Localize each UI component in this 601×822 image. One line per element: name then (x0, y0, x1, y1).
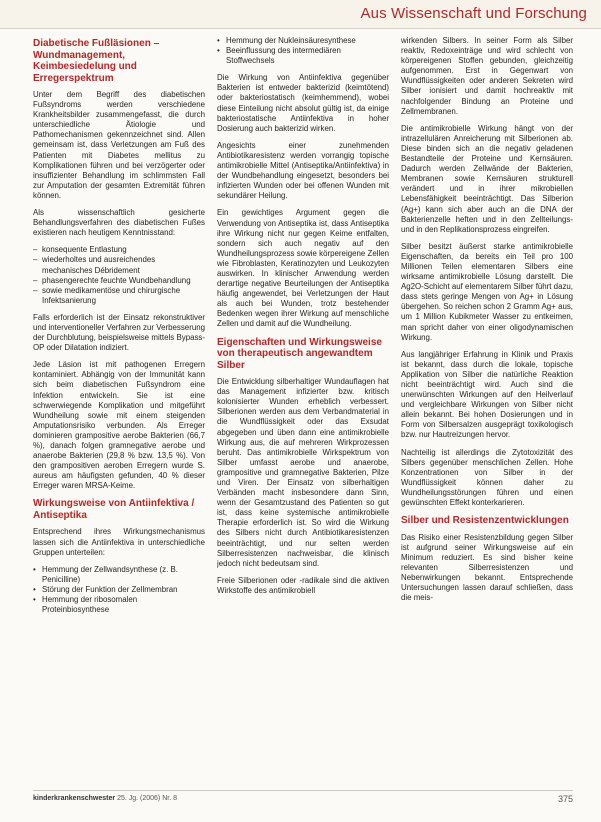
paragraph: Freie Silberionen oder -radikale sind die aktiven Wirkstoffe des antimikrobiell (217, 575, 389, 595)
treatment-list (33, 245, 205, 306)
list-item: • Hemmung der Zellwandsynthese (z. B. Penicilline) (33, 565, 205, 585)
paragraph: Als wissenschaftlich gesicherte Behandlungsverfahren des diabetischen Fußes existieren nach heutigem Kenntnisstand: (33, 208, 205, 238)
paragraph: Unter dem Begriff des diabetischen Fußsyndroms werden verschiedene Krankheitsbilder zusammengefasst, die durch unterschiedliche Ätiologie und Pathomechanismen gekennzeichnet sind. Allen gemeinsam ist, dass Verletzungen am Fuß des Patienten mit Diabetes mellitus zu Komplikationen führen und bei verzögerter oder insuffizienter Behandlung im schlimmsten Fall zur Amputation der gesamten Extremität führen können. (33, 90, 205, 200)
mechanism-list-continued (217, 36, 389, 66)
paragraph: Aus langjähriger Erfahrung in Klinik und Praxis ist bekannt, dass durch die lokale, topische Applikation von Silber die natürliche Reaktion nicht beeinträchtigt wird. Auch sind die unerwünschten Wirkungen auf den Heilverlauf und vergleichbare Wirkungen von Silber nicht allein bekannt. Bei hohen Dosierungen und in Form von Silbersalzen ausgeprägt toxikologisch bzw. nur Hautreizungen hervor. (401, 349, 573, 440)
heading-antiinfectives: Wirkungsweise von Antiinfektiva / Antiseptika (33, 498, 195, 521)
paragraph: wirkenden Silbers. In seiner Form als Silber reaktiv, Redoxeinträge und wird schlecht von körpereigenen Stoffen gebunden, gleichzeitig aufgenommen. Erst in Gegenwart von Wundflüssigkeiten oder anderen Sekreten wird Silber ionisiert und damit hochreaktiv mit nachfolgender Bindung an Proteine und Zellmembranen. (401, 36, 573, 116)
column-3 (401, 36, 573, 782)
journal-name: kinderkrankenschwester (33, 795, 116, 802)
mechanism-list (33, 565, 205, 615)
list-item: • Störung der Funktion der Zellmembran (33, 585, 205, 595)
paragraph: Die Entwicklung silberhaltiger Wundauflagen hat das Management infizierter bzw. kritisch kolonisierter Wunden erheblich verbessert. Silberionen werden aus dem Verbandmaterial in die Wundflüssigkeit oder das Exsudat abgegeben und üben dann eine antimikrobielle Wirkung aus, die auf mehreren Wirkprozessen beruht. Das antimikrobielle Wirkspektrum von Silber umfasst aerobe und anaerobe, grampositive und gramnegative Bakterien, Pilze und Viren. Der Einsatz von silberhaltigen Verbänden macht insbesondere dann Sinn, wenn der Gesamtzustand des Patienten so gut ist, dass keine systemische antimikrobielle Therapie erforderlich ist. So wird die Wirkung des Silbers nicht durch Antibiotikaresistenzen beeinträchtigt, und nur selten werden Silberresistenzen nachweisbar, die klinisch jedoch nicht bedeutsam sind. (217, 377, 389, 568)
page-number: 375 (557, 794, 573, 804)
paragraph: Entsprechend ihres Wirkungsmechanismus lassen sich die Antiinfektiva in unterschiedliche Gruppen unterteilen: (33, 527, 205, 557)
list-item: • Hemmung der Nukleinsäuresynthese (217, 36, 389, 46)
journal-issue: 25. Jg. (2006) Nr. 8 (117, 795, 177, 802)
header-band (0, 0, 601, 29)
column-2 (217, 36, 389, 782)
paragraph: Ein gewichtiges Argument gegen die Verwendung von Antiseptika ist, dass Antiseptika ihre Wirkung nicht nur gegen Keime entfalten, sondern sich auch negativ auf den Wundheilungsprozess sowie körpereigene Zellen wie Fibroblasten, Keratinozyten und Leukozyten auswirken. In klinischer Anwendung werden derartige negative Beurteilungen der Antiseptika häufig angewendet, bei Verletzungen der Haut als auch bei Wunden, trotz bestehender Bedenken wegen ihrer Wirkung auf menschliche Zellen und damit auf die Wundheilung. (217, 208, 389, 329)
paragraph: Die antimikrobielle Wirkung hängt von der intrazellulären Anreicherung mit Silberionen ab. Diese binden sich an die negativ geladenen Bestandteile der Proteine und Kernsäuren. Dadurch werden Zellwände der Bakterien, Membranen sowie Kernsäuren strukturell verändert und in ihrer mikrobiellen Lebensfähigkeit beeinträchtigt. Das Silberion (Ag+) kann sich aber auch an die DNA der Bakterienzelle heften und in den Zellteilungs- und in den Replikationsprozess eingreifen. (401, 123, 573, 234)
list-item: – wiederholtes und ausreichendes mechanisches Débridement (33, 255, 205, 275)
paragraph: Nachteilig ist allerdings die Zytotoxizität des Silbers gegenüber menschlichen Zellen. Hohe Konzentrationen von Silber in der Wundflüssigkeit können daher zu Wundheilungsstörungen führen und einen gewünschten Effekt konterkarieren. (401, 447, 573, 508)
paragraph: Falls erforderlich ist der Einsatz rekonstruktiver und interventioneller Verfahren zur Verbesserung der Durchblutung, beispielsweise mittels Bypass-OP oder Dilatation indiziert. (33, 312, 205, 353)
list-item: – konsequente Entlastung (33, 245, 205, 255)
paragraph: Das Risiko einer Resistenzbildung gegen Silber ist aufgrund seiner Wirkungsweise auf ein Minimum reduziert. Es sind bisher keine relevanten Silberresistenzen und Nebenwirkungen bekannt. Entsprechende Untersuchungen lassen darauf schließen, dass die meis- (401, 532, 573, 603)
article-body (33, 36, 573, 782)
list-item: • Beeinflussung des intermediären Stoffwechsels (217, 46, 389, 66)
paragraph: Angesichts einer zunehmenden Antibiotikaresistenz werden vorrangig topische antimikrobielle Mittel (Antiseptika/Antiinfektiva) in der Wundbehandlung eingesetzt, besonders bei infizierten Wunden oder bei offenen Wunden mit sekundärer Heilung. (217, 140, 389, 201)
list-item: – phasengerechte feuchte Wundbehandlung (33, 276, 205, 286)
paragraph: Die Wirkung von Antiinfektiva gegenüber Bakterien ist entweder bakterizid (keimtötend) oder bakteriostatisch (keimhemmend), wobei diese Einteilung nicht absolut gültig ist, da einige bakteriostatische Antiinfektiva in hoher Dosierung auch bakterizid wirken. (217, 73, 389, 133)
heading-silver-properties: Eigenschaften und Wirkungsweise von therapeutisch angewandtem Silber (217, 336, 382, 371)
section-title: Aus Wissenschaft und Forschung (360, 5, 587, 22)
paragraph: Jede Läsion ist mit pathogenen Erregern kontaminiert. Abhängig von der Immunität kann sich beim diabetischen Fußsyndrom eine Infektion entwickeln. Sie ist eine schwerwiegende Komplikation und mitgeführt Wundheilung sowie mit einem steigenden Amputationsrisiko verbunden. Als Erreger dominieren grampositive aerobe Bakterien (66,7 %), danach folgen gramnegative aerobe und anaerobe Bakterien (29,8 % bzw. 13,5 %). Von den grampositiven aeroben Erregern wurde S. aureus am häufigsten gefunden, 40 % dieser Erreger waren MRSA-Keime. (33, 360, 205, 491)
column-1 (33, 36, 205, 782)
heading-diabetic-foot: Diabetische Fußläsionen – Wundmanagement, Keimbesiedelung und Erregerspektrum (33, 38, 160, 84)
list-item: • Hemmung der ribosomalen Proteinbiosynthese (33, 595, 205, 615)
paragraph: Silber besitzt äußerst starke antimikrobielle Eigenschaften, da bereits ein Teil pro 100 Millionen Teilen elementaren Silbers eine wirksame antimikrobielle Lösung darstellt. Die Ag2O-Schicht auf elementarem Silber führt dazu, dass stets geringe Mengen von Ag+ in Lösung übergehen. So reichen schon 2 Gramm Ag+ aus, um 1 Million Kubikmeter Wasser zu entkeimen, man spricht daher von einer oligodynamischen Wirkung. (401, 241, 573, 342)
list-item: – sowie medikamentöse und chirurgische Infektsanierung (33, 286, 205, 306)
page-footer (33, 790, 573, 807)
heading-silver-resistance: Silber und Resistenzentwicklungen (401, 515, 569, 527)
